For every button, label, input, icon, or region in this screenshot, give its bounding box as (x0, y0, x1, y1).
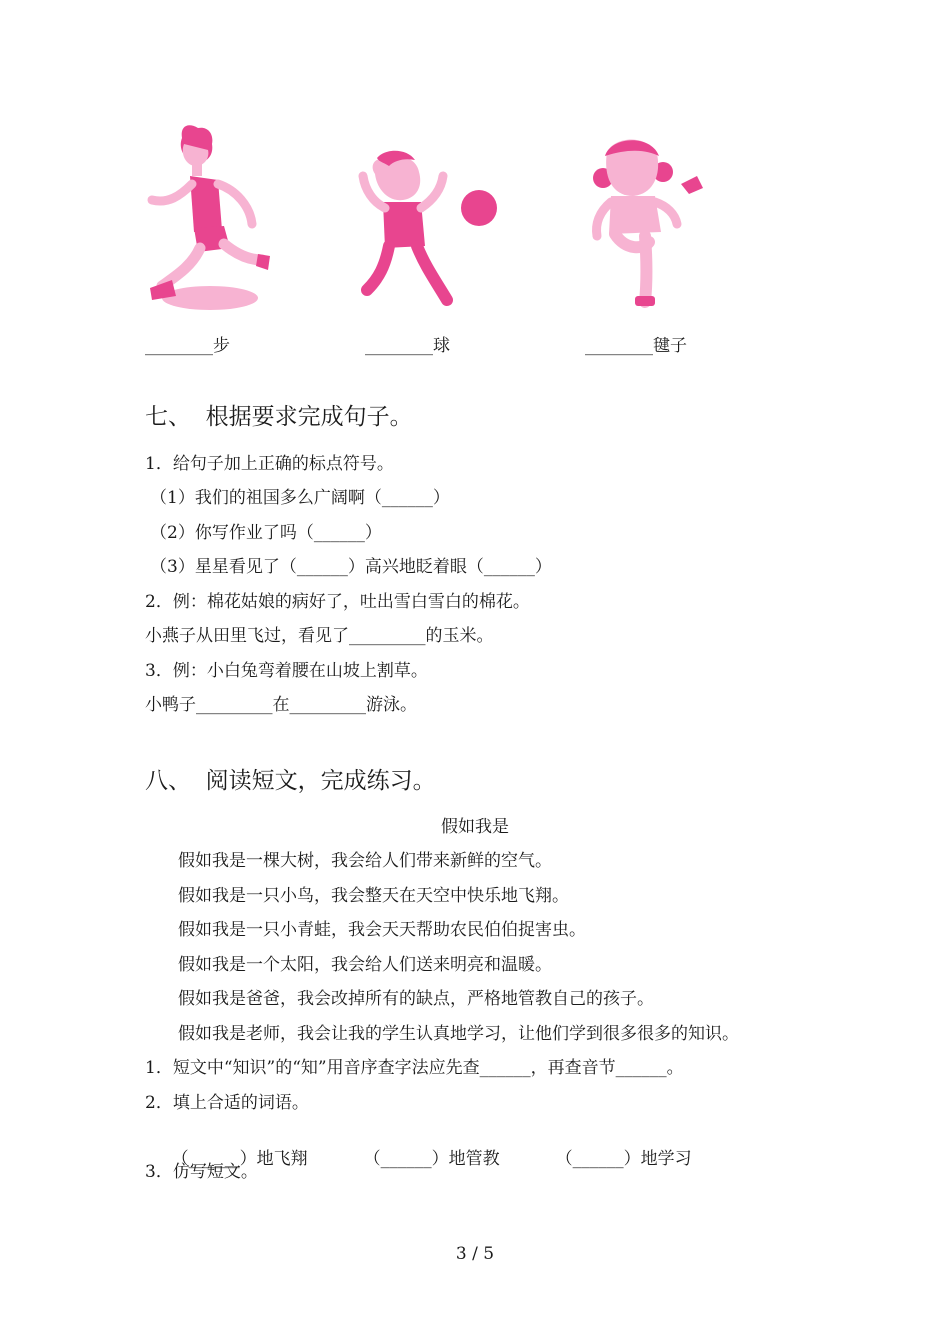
s7-q2-blank: 小燕子从田里飞过，看见了_________的玉米。 (145, 626, 494, 646)
passage-paragraph: 假如我是爸爸，我会改掉所有的缺点，严格地管教自己的孩子。 (178, 989, 654, 1009)
s8-q2-item: （______）地飞翔 (171, 1149, 308, 1169)
s8-q2-item: （______）地管教 (363, 1149, 500, 1169)
passage-title: 假如我是 (441, 817, 509, 837)
shuttlecock-caption: ________毽子 (585, 336, 687, 356)
girl-shuttlecock-illustration (585, 132, 725, 317)
jumping-boy-illustration (355, 150, 505, 315)
s8-q1: 1．短文中“知识”的“知”用音序查字法应先查______，再查音节______。 (145, 1058, 684, 1078)
s7-q1-b: （2）你写作业了吗（______） (150, 523, 382, 543)
running-caption: ________步 (145, 336, 230, 356)
s8-q3: 3．仿写短文。 (145, 1162, 258, 1182)
passage-paragraph: 假如我是一棵大树，我会给人们带来新鲜的空气。 (178, 851, 552, 871)
s7-q3-example: 3．例：小白兔弯着腰在山坡上割草。 (145, 661, 428, 681)
s8-q2: 2．填上合适的词语。 (145, 1093, 309, 1113)
s7-q3-blank: 小鸭子_________在_________游泳。 (145, 695, 417, 715)
passage-paragraph: 假如我是一个太阳，我会给人们送来明亮和温暖。 (178, 955, 552, 975)
s8-q2-item: （______）地学习 (555, 1149, 692, 1169)
passage-paragraph: 假如我是一只小鸟，我会整天在天空中快乐地飞翔。 (178, 886, 569, 906)
s7-q2-example: 2．例：棉花姑娘的病好了，吐出雪白雪白的棉花。 (145, 592, 530, 612)
running-boy-illustration (140, 120, 275, 315)
page-number: 3 / 5 (455, 1244, 495, 1264)
section-7-heading: 七、 根据要求完成句子。 (145, 404, 413, 430)
s7-q1-title: 1．给句子加上正确的标点符号。 (145, 454, 394, 474)
ball-caption: ________球 (365, 336, 450, 356)
section-8-heading: 八、 阅读短文，完成练习。 (145, 768, 436, 794)
passage-paragraph: 假如我是老师，我会让我的学生认真地学习，让他们学到很多很多的知识。 (178, 1024, 739, 1044)
passage-paragraph: 假如我是一只小青蛙，我会天天帮助农民伯伯捉害虫。 (178, 920, 586, 940)
s7-q1-a: （1）我们的祖国多么广阔啊（______） (150, 488, 450, 508)
s7-q1-c: （3）星星看见了（______）高兴地眨着眼（______） (150, 557, 552, 577)
